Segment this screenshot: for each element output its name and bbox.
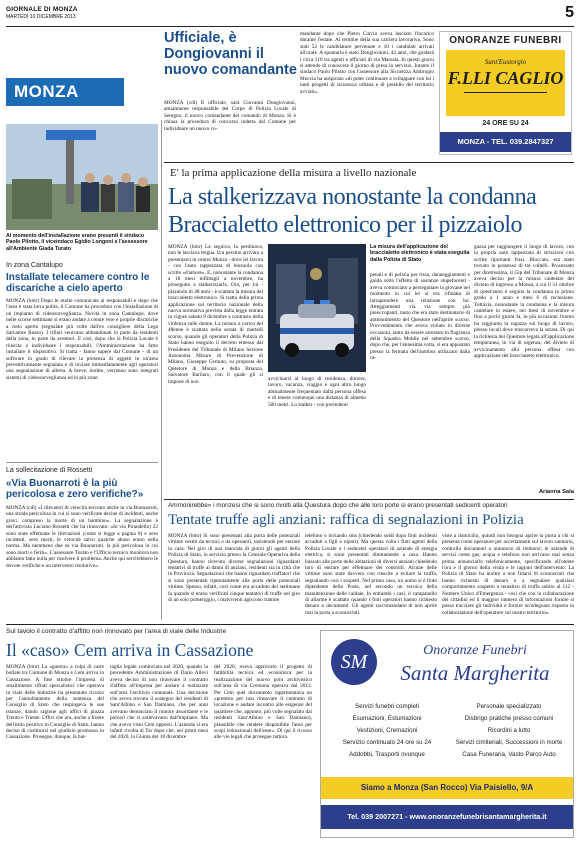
cantalupo-photo-image [6, 124, 158, 230]
ad-santa-header: Onoranze Funebri [423, 643, 527, 658]
ad-santa-service-item: Casa Funeraria, Vasto Parco Auto [462, 751, 556, 758]
masthead [6, 4, 574, 26]
main-col3: penali e di polizia per rissa, danneggiamenti e guida sotto l'effetto di sostanze stupefacenti - aveva cominciato a perseguitare la giovane nel momento in cui lei si era rifiutata di intraprendere una relazione con lui. Atteggiamenti via via sempre più preoccupanti, tanto che era stato destinatario di ammonimento del Questore nell'aprile scorso. Provvedimento che aveva violato in diverse occasioni, tanto da essere arrestato in flagranza della Squadra Mobile nel settembre scorso, dopo che, per l'ennesima volta, si era appostato presso la fermata dell'autobus utilizzato dalla ra- [370, 272, 470, 362]
ad-santa-service-item: Ricordini a lutto [487, 727, 531, 734]
ad-santa-service-item: Vestizioni, Cremazioni [356, 727, 418, 734]
ad-caglio-logo [446, 50, 565, 116]
main-headline-1: La stalkerizzava nonostante la condanna [168, 184, 537, 210]
main-byline: Arianna Sala [538, 489, 574, 495]
masthead-rule [6, 26, 574, 27]
police-photo [268, 244, 366, 372]
ad-santa-services-right [449, 701, 569, 761]
ad-caglio-brand: F.LLI CAGLIO [447, 68, 564, 88]
cem-headline: Il «caso» Cem arriva in Cassazione [6, 640, 254, 660]
main-col4: gazza per raggiungere il luogo di lavoro, con la propria auto tappezzata di striscioni con scritte riportanti frasi. Bloccato, era stato trovato in possesso di tre coltelli. Processato per direttissima, il Gip del Tribunale di Monza aveva deciso per la misura cautelare del divieto di ingresso a Monza, a cui il 31 ottobre di quest'anno è seguita la condanna in primo grado a 1 anno e mesi 6 di reclusione. Tuttavia, nonostante la condanna e la misura cautelare in essere, nei mesi di novembre e fino a pochi giorni fa, in più occasioni l'uomo ha raggiunto la ragazza sul luogo di lavoro, presso locali dove trascorreva la serata. Di qui la richiesta del Questore legata all'applicazione temporanea, in via di urgenza, del divieto di avvicinamento alla persona offesa con applicazione del braccialetto elettronico. [474, 244, 574, 359]
ad-santa-services-left [327, 701, 447, 761]
ad-santa-service-item: Servizi cimiteriali, Successioni in morte [455, 739, 563, 746]
ad-caglio-hours: 24 ORE SU 24 [482, 120, 529, 127]
cem-kicker: Sul tavolo il contratto d'affitto non rinnovato per l'area di viale delle Industrie [6, 628, 227, 635]
ad-santa-service-item: Servizio continuato 24 ore su 24 [342, 739, 432, 746]
ad-santa-margherita[interactable] [320, 630, 574, 838]
buonarroti-body: MONZA (cdl) «I rilevatori di velocità servono anche in via Buonarroti, una strada pericolosa in cui si sono verificate decine di incidenti, anche gravi, compreso la morte di un bambino». La segnalazione è dell'attivista Luciano Rossetti che ha rinnovato: «In via Pirandello) 22 sono state effettuate le rilevazioni (come si legge a pagina 8) e zero incidenti, zero morti, le velocità salvo qualche abuso erano nella norma. Ma nemmeno due su via Buonarroti, la più pericolosa in cui sono morti e feriti». L'assessore Turato e l'Ufficio tecnico monitora non abbiamo fatto nulla per risolvere il problema. Anche qui servirebbero le dovute verifiche e un intervento risolutivo». [6, 505, 158, 569]
ad-caglio-subtitle: Sant'Eustorgio [484, 58, 527, 66]
left-column-divider [161, 120, 162, 620]
cem-col1: MONZA (bmr) La «guerra» a colpi di carte bollate tra Comune di Monza e Cem arriva in Cassazione. A fine ottobre l'impresa di smaltimento rifiuti specialistici che operava in viale delle Industrie ha presentato ricorso per l'annullamento della sentenza del Consiglio di Stato che respingeva le sue istanze, dando ragione agli uffici di piazza Trento e Trieste. Uffici che ora, anche a fronte dell'esito positivo in Consiglio di Stato, hanno deciso di costituirsi nel giudizio promosso in Cassazione. Prosegue, dunque, la bat- [6, 664, 104, 741]
ad-caglio-phone[interactable]: MONZA - TEL. 039.2847327 [440, 132, 571, 152]
cem-top-rule [6, 624, 574, 625]
left-story-rule [6, 462, 158, 463]
truffe-col2: telefono o inviando sms (chiedendo soldi dopo finti incidenti accaduti a figli o nipoti). Ma questa volta i finti agenti della Polizia Locale o i sedicenti operatori di aziende di energia elettrica, si sono presentati direttamente a casa. Hanno bussato alle porte delle abitazioni di diversi anziani chiedendo loro di entrare per effettuare dei controlli. Alcune delle vittime sono state davvero con riuscite a evitare la truffa, segnalando così i sospetti. Nel primo caso, un uomo si è finto dipendente delle Poste, nel secondo un tecnico della manutenzione delle caldaie. In entrambi i casi, il campanello di allarme è scattato quando i finti operatori hanno richiesto denaro o documenti. Gli agenti raccomandano di non aprire mai la porta a sconosciuti. [305, 533, 437, 616]
paper-name: GIORNALE DI MONZA [6, 6, 78, 13]
issue-date: MARTEDÌ 10 DICEMBRE 2013 [6, 14, 76, 20]
cantalupo-kicker: In zona Cantalupo [6, 262, 63, 269]
ad-caglio[interactable] [439, 31, 572, 155]
main-headline-2: Braccialetto elettronico per il pizzaiolo [168, 212, 522, 238]
page-number: 5 [565, 4, 574, 21]
main-col1: MONZA (bmr) La seguiva, la perdinava, non le lasciava tregua. Era persino arrivato a presentarsi in centro Monza - dove lei lavora - con l'auto tappezzata di lenzuola con scritte «d'amore». E, nonostante la condanna a 18 mesi inflittagli a novembre, ha proseguito a stalkerizzarla. Ora, per lui - pizzaiolo di 48 anni - è scattata la misura del braccialetto elettronico. Si tratta della prima applicazione sul territorio nazionale della nuova normativa prevista dalla legge entrata in vigore sabato 9 dicembre a contrasto della violenza sulle donne. La misura a carico del 48enne è scattata nella serata di martedì scorso, quando gli operatori della Polizia di Stato hanno eseguito il decreto emesso dal Presidente del Tribunale di Milano Sezione Autonoma Misure di Prevenzione di Milano, Giuseppe Cernuto, su proposta del Questore di Monza e della Brianza, Salvatore Barilaro, con il quale gli si impone di non [168, 244, 263, 385]
cem-col2: taglia legale cominciata nel 2020, quando la precedente Amministrazione di Dario Allevi aveva deciso di non rinnovare il contratto d'affitto all'impresa per andare a realizzare sull'area l'archivio comunale. Una decisione che aveva trovato il sostegno del residenti di Sant'Albino e San Damiano, che per anni avevano denunciato il rumore assordante e le polveri che si sollevavano dall'impianto. Ma che aveva visto Cem opporsi. L'azienda si era infatti rivolta al Tar dopo che, nei primi mesi del 2020, la Giunta del 18 dicembre [110, 664, 208, 741]
ad-santa-service-item: Personale specializzato [476, 703, 542, 710]
ad-santa-service-item: Disbrigo pratiche presso comuni [464, 715, 554, 722]
cem-col3: del 2020, aveva approvato il progetto di fattibilità tecnica ed economica per la realizzazione del nuovo polo archivistico sull'area di via Cremona operava dal 2013. Per Cem quel documento rappresentava un «pretesto per non rinnovare il contratto di locazione e andare incontro alle esigenze del quartiere che, appunto, più volte segnalato dai residenti Sant'Albino e San Damiano), plausibile che rendere disponibile l'area per scopi istituzionali dell'ente». Di qui il ricorso alle vie legali che prosegue tuttora. [214, 664, 312, 741]
ad-santa-brand: Santa Margherita [400, 661, 550, 685]
ad-caglio-header: ONORANZE FUNEBRI [449, 35, 562, 46]
ad-santa-monogram: SM [331, 639, 377, 685]
buonarroti-kicker: La sollecitazione di Rossetti [6, 467, 93, 474]
ad-santa-contacts[interactable]: Tel. 039 2007271 - www.onoranzefunebrisantamargherita.it [321, 805, 573, 829]
main-article-rule [164, 499, 574, 500]
cantalupo-photo [6, 124, 158, 230]
cantalupo-body: MONZA (bmr) Dopo le molte comunicate ai responsabili e dopo che l'area è stata lorra pulita, il Comune ha proceduto con l'installazione di un impianto di videosorveglianza. Novità in zona Cantalupo, dove nelle scorse settimane si erano andate a creare vere e proprie discariche a cielo aperto (segnalate più volte dall'ex consigliere della Lega Salvatore Russo). I rifiuti venivano abbandonati in parte da residenti della zona, in parte da aventori. E così, dopo che la Polizia Locale è riuscita a individuare i responsabili, l'Amministrazione ha fatto installare il dispositivo. Si tratta - fanno sapere dal Comune - di un software in grado di rilevare la presenza di oggetti in un'area preventivamente segnalata e di inviare immediatamente agli operatori una segnalazione di allerta. A breve, inoltre, verranno sono integrati sistemi di videosorveglianza ed in più zone. [6, 298, 158, 381]
ad-caglio-ornament [464, 92, 547, 93]
top-body-col1: MONZA (cdl) È ufficiale, sarà Giovanni Dongiovanni, attualmente responsabile del Corpo di Polizia Locale di Seregno, il nuovo comandante del comando di Monza. Si è chiusa la procedura di concorso indetta dal Comune per individuare un nuovo co- [164, 100, 296, 132]
buonarroti-headline: «Via Buonarroti è la più pericolosa e zero verifiche?» [6, 478, 144, 500]
truffe-headline: Tentate truffe agli anziani: raffica di segnalazioni in Polizia [168, 512, 524, 528]
police-photo-image [268, 244, 366, 372]
main-kicker: E' la prima applicazione della misura a livello nazionale [170, 167, 417, 179]
truffe-kicker: Ammonirebbe» i monzesi che si sono rivolti alla Questura dopo che alle loro porte si erano presentati sedicenti operatori [168, 502, 508, 509]
section-label: MONZA [6, 78, 124, 106]
truffe-col1: MONZA (bmr) Si sono presentati alla porta delle potenziali vittime vestiti da tecnici o da operatori, insistendo per entrare in casa. Nel giro di una mancata di giorni gli agenti della Polizia di Stato, in servizio presso la Centrale Operativa della Questura, hanno ricevuto diverse segnalazioni riguardanti tentativi di truffe ai danni di anziani, residenti sia in città che in Provincia. Segnalazioni che hanno riguardato truffatori che si sono presentati ripetutamente alla porta delle potenziali vittime. Spesso, infatti, così come era accaduto dei settimane fa quando si erano verificati cinque tentativi di truffe nel giro di un solo pomeriggio, i malviventi agiscono tramite [168, 533, 300, 604]
police-photo-caption: La misura dell'applicazione del braccialetto elettronico è stata eseguita dalla Polizia di Stato [370, 244, 470, 263]
top-body-col2: mandante dopo che Pietro Curcio aveva lasciato l'incarico durante l'estate. Al termine della sua carriera lavorativa. Sono stati 52 le candidature pervenute e 10 i candidati arrivati all'orale. A spuntarla è stato Dongiovanni, 42 anni, che guiderà i circa 110 tra agenti e ufficiali di via Marsala. In questi giorni si attende di conoscere il giorno di presa in servizio. Intanto il sindaco Paolo Pilotto con l'assessore alla Sicurezza Ambrogio Moccia ha auspicato «di poter continuare a sviluppare con lui i tanti progetti di sicurezza urbana e di presidio del territorio avviati». [300, 31, 434, 95]
top-headline: Ufficiale, è Dongiovanni il nuovo comandante [164, 30, 297, 78]
ad-santa-service-item: Esumazioni, Estumazioni [352, 715, 422, 722]
cantalupo-photo-caption: Al momento dell'installazione erano presenti il sindaco Paolo Pilotto, il viceindaco Egidio Longoni e l'assessore all'Ambiente Giada Turato [6, 233, 148, 252]
cantalupo-headline: Installate telecamere contro le discariche a cielo aperto [6, 272, 150, 294]
ad-santa-service-item: Addobbi, Trasporti ovunque [349, 751, 425, 758]
ad-santa-service-item: Servizi funebri completi [355, 703, 419, 710]
ad-santa-address: Siamo a Monza (San Rocco) Via Paisiello, 9/A [321, 777, 573, 799]
main-col2: avvicinarsi al luogo di residenza, dimora, lavoro, vacanza, viaggio e ogni altro luogo abitualmente frequentato dalla persona offesa e di tenere comunque una distanza di almeno 500 metri. Lo stalker - con precedenti [268, 376, 366, 408]
truffe-col3: viste a domicilio, quindi non bisogna aprire la porta a chi si presenta come operatore per accertamenti sul lavoro sanitario, controllo documenti o annuncio di rimborsi; le aziende di servizi come gas, acqua e telefono non arrivano mai senza prima annunciarlo telefonicamente, specificando all'utente l'ora e il giorno della visita e le ragioni dell'intervento. La Polizia di Stato ha inoltre a non fidarsi di sconosciuti che hanno richiesto di denaro e a segnalare qualsiasi comportamento sospetto o tentativo di truffa subito al 112 - Numero Unico d'Emergenza - così che con la collaborazione dei cittadini ed il maggior numero di informazioni fornite si possa tracciare gli individui e fornire un'adeguata risposta in collaborazione dell'operatore sul nostro territorio». [442, 533, 574, 616]
top-section-rule [164, 162, 574, 163]
